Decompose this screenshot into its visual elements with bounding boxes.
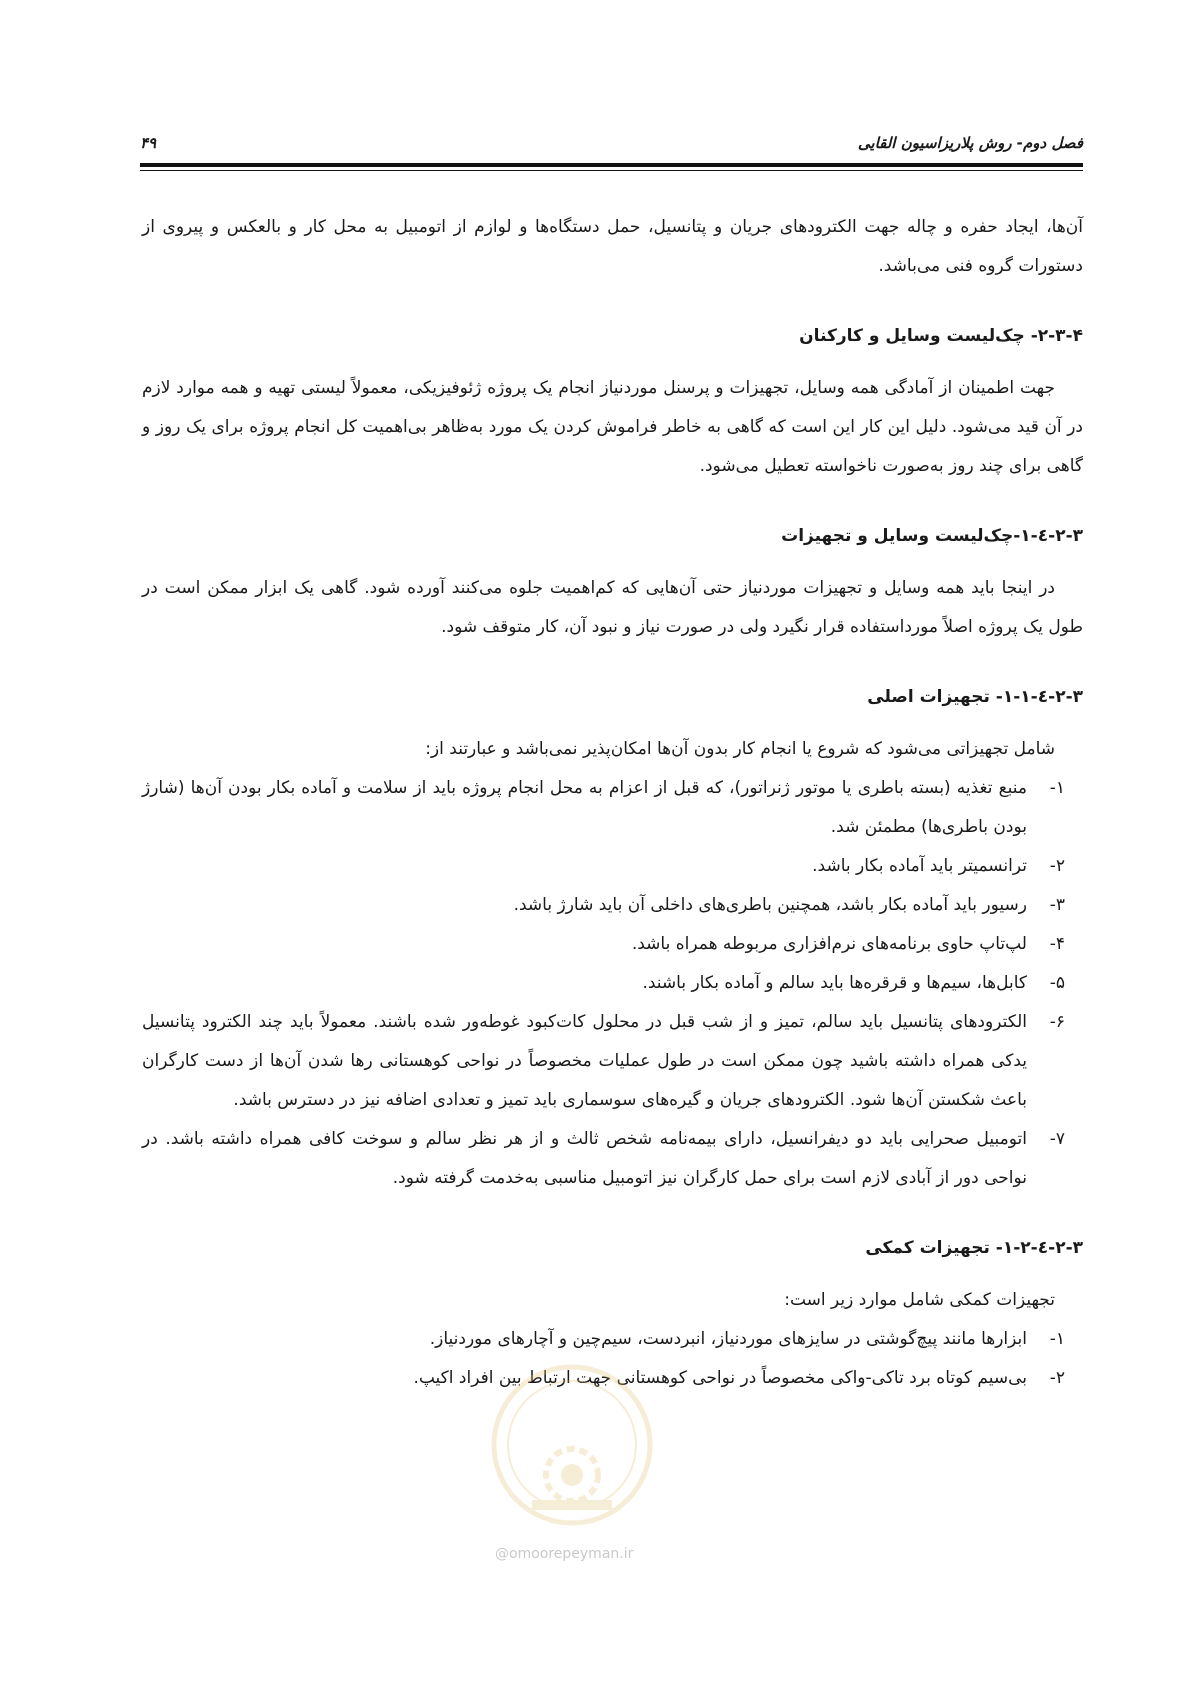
section-aux-intro: تجهیزات کمکی شامل موارد زیر است: (784, 1290, 1055, 1310)
list-item-text: لپ‌تاپ حاوی برنامه‌های نرم‌افزاری مربوطه همراه باشد. (631, 934, 1027, 954)
list-item-number: ۳- (1049, 895, 1065, 915)
watermark-logo-icon (482, 1350, 662, 1550)
list-item-text: رسیور باید آماده بکار باشد، همچنین باطری‌های داخلی آن باید شارژ باشد. (513, 895, 1027, 915)
list-item-number: ۵- (1049, 973, 1065, 993)
watermark-site-text: @omoorepeyman.ir (495, 1546, 634, 1562)
list-item (142, 1120, 1065, 1198)
list-item (142, 964, 1065, 1003)
list-item (142, 847, 1065, 886)
page-number: ۴۹ (140, 134, 157, 152)
list-item-text: بی‌سیم کوتاه برد تاکی-واکی مخصوصاً در نواحی کوهستانی جهت ارتباط بین افراد اکیپ. (413, 1368, 1027, 1388)
section-equipment-paragraph: در اینجا باید همه وسایل و تجهیزات مورد‌نیاز حتی آن‌هایی که کم‌اهمیت جلوه می‌کنند آورده شود. گاهی یک ابزار ممکن است در طول یک پروژه اصلاً مورد‌استفاده قرار نگیرد ولی در صورت نیاز و نبود آن، کار متوقف شود. (142, 578, 1083, 637)
section-aux-heading: ۲-۳-٤-۱-۲- تجهیزات کمکی (865, 1238, 1083, 1258)
header-rule-thin (140, 170, 1083, 171)
header-rule-thick (140, 163, 1083, 167)
list-item-text: منبع تغذیه (بسته باطری یا موتور ژنراتور)، که قبل از اعزام به محل انجام پروژه باید از سلامت و آماده بکار بودن آن‌ها (شارژ بودن باطری‌ها) مطمئن شد. (142, 778, 1027, 837)
list-item (142, 886, 1065, 925)
list-item (142, 925, 1065, 964)
list-item (142, 769, 1065, 847)
list-item-number: ۱- (1049, 1329, 1065, 1349)
list-item-text: الکترودهای پتانسیل باید سالم، تمیز و از شب قبل در محلول کات‌کبود غوطه‌ور شده باشند. معمولاً باید چند الکترود پتانسیل یدکی همراه داشته باشید چون ممکن است در طول عملیات مخصوصاً در نواحی کوهستانی رها شدن آن‌ها از دست کارگران باعث شکستن آن‌ها شود. الکترودهای جریان و گیره‌های سوسماری باید تمیز و تعدادی اضافه نیز در دسترس باشد. (142, 1012, 1027, 1110)
intro-paragraph: آن‌ها، ایجاد حفره و چاله جهت الکترودهای جریان و پتانسیل، حمل دستگاه‌ها و لوازم از اتومبیل به محل کار و بالعکس و پیروی از دستورات گروه فنی می‌باشد. (142, 217, 1083, 276)
list-item-number: ۷- (1049, 1129, 1065, 1149)
section-checklist-heading: ۲-۳-۴- چک‌لیست وسایل و کارکنان (799, 326, 1083, 346)
section-equipment-heading: ۲-۳-٤-۱-چک‌لیست وسایل و تجهیزات (781, 526, 1083, 546)
page-header (140, 128, 1083, 158)
list-item-number: ۱- (1049, 778, 1065, 798)
list-item-number: ۲- (1049, 856, 1065, 876)
section-main-heading: ۲-۳-٤-۱-۱- تجهیزات اصلی (867, 687, 1083, 707)
list-item-number: ۲- (1049, 1368, 1065, 1388)
page-body (142, 208, 1083, 1428)
main-equipment-list (142, 769, 1083, 1198)
chapter-title: فصل دوم- روش پلاریزاسیون القایی (857, 134, 1083, 152)
list-item-number: ۴- (1049, 934, 1065, 954)
section-main-intro: شامل تجهیزاتی می‌شود که شروع یا انجام کار بدون آن‌ها امکان‌پذیر نمی‌باشد و عبارتند از: (425, 739, 1055, 759)
list-item-text: ترانسمیتر باید آماده بکار باشد. (812, 856, 1027, 876)
list-item-text: کابل‌ها، سیم‌ها و قرقره‌ها باید سالم و آماده بکار باشند. (642, 973, 1027, 993)
section-checklist-paragraph: جهت اطمینان از آمادگی همه وسایل، تجهیزات و پرسنل مورد‌نیاز انجام یک پروژه ژئوفیزیکی، معمولاً لیستی تهیه و همه موارد لازم در آن قید می‌شود. دلیل این کار این است که گاهی به خاطر فراموش کردن یک مورد به‌ظاهر بی‌اهمیت کل انجام پروژه برای یک روز و گاهی برای چند روز به‌صورت ناخواسته تعطیل می‌شود. (142, 378, 1083, 476)
list-item-number: ۶- (1049, 1012, 1065, 1032)
list-item (142, 1003, 1065, 1120)
list-item-text: ابزارها مانند پیچ‌گوشتی در سایزهای مورد‌نیاز، انبردست، سیم‌چین و آچارهای مورد‌نیاز. (429, 1329, 1027, 1349)
list-item-text: اتومبیل صحرایی باید دو دیفرانسیل، دارای بیمه‌نامه شخص ثالث و از هر نظر سالم و سوخت کافی همراه داشته باشد. در نواحی دور از آبادی لازم است برای حمل کارگران نیز اتومبیل مناسبی به‌خدمت گرفته شود. (142, 1129, 1027, 1188)
